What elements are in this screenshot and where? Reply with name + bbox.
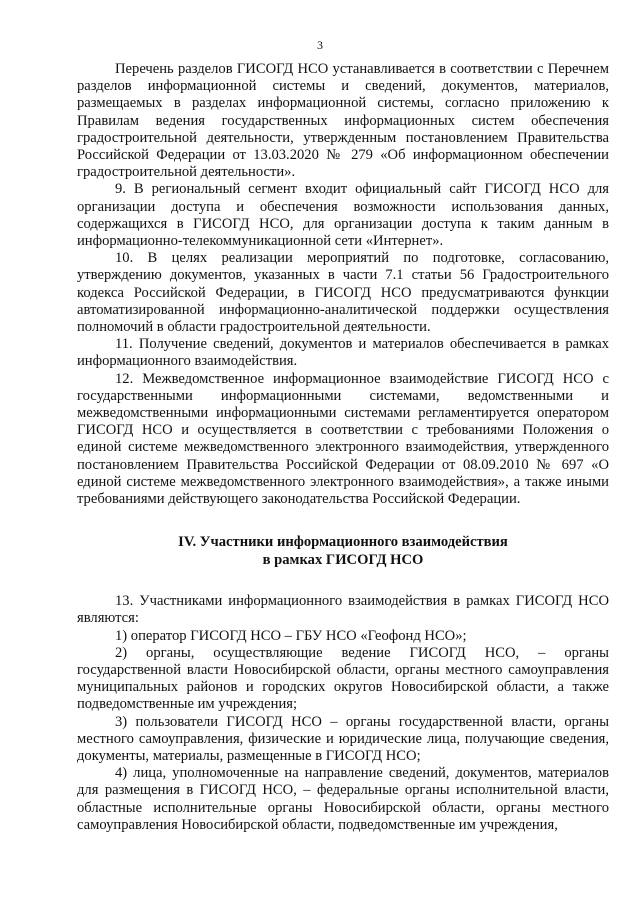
section-heading <box>77 534 609 569</box>
list-item-3: 3) пользователи ГИСОГД НСО – органы государственной власти, органы местного самоуправления, физические и юридические лица, получающие сведения, документы, материалы, размещенные в ГИСОГД НСО; <box>77 713 609 764</box>
paragraph-sections-list: Перечень разделов ГИСОГД НСО устанавливается в соответствии с Перечнем разделов информационной системы и сведений, документов, материалов, размещаемых в разделах информационной системы, согласно приложению к Правилам ведения государственных информационных систем обеспечения градостроительной деятельности, утвержденным постановлением Правительства Российской Федерации от 13.03.2020 № 279 «Об информационном обеспечении градостроительной деятельности». <box>77 61 609 181</box>
paragraph-item-9: 9. В региональный сегмент входит официальный сайт ГИСОГД НСО для организации доступа и обеспечения возможности использования данных, содержащихся в ГИСОГД НСО, для организации доступа к таким данным в информационно-телекоммуникационной сети «Интернет». <box>77 181 609 250</box>
paragraph-item-12: 12. Межведомственное информационное взаимодействие ГИСОГД НСО с государственными информационными системами, ведомственными и межведомственными информационными системами регламентируется оператором ГИСОГД НСО и осуществляется в соответствии с требованиями Положения о единой системе межведомственного электронного взаимодействия, утвержденного постановлением Правительства Российской Федерации от 08.09.2010 № 697 «О единой системе межведомственного электронного взаимодействия», а также иными требованиями действующего законодательства Российской Федерации. <box>77 370 609 508</box>
list-item-1: 1) оператор ГИСОГД НСО – ГБУ НСО «Геофонд НСО»; <box>115 627 467 644</box>
paragraph-item-11: 11. Получение сведений, документов и материалов обеспечивается в рамках информационного взаимодействия. <box>77 336 609 370</box>
section-heading-line-2: в рамках ГИСОГД НСО <box>262 551 424 568</box>
page-number: 3 <box>317 38 323 52</box>
list-item-4: 4) лица, уполномоченные на направление сведений, документов, материалов для размещения в ГИСОГД НСО, – федеральные органы исполнительной власти, областные исполнительные органы Новосибирской области, органы местного самоуправления Новосибирской области, подведомственные им учреждения, <box>77 765 609 833</box>
document-body <box>77 61 609 834</box>
list-item-2: 2) органы, осуществляющие ведение ГИСОГД НСО, – органы государственной власти Новосибирской области, органы местного самоуправления муниципальных районов и городских округов Новосибирской области, а также подведомственные им учреждения; <box>77 644 609 713</box>
section-heading-line-1: IV. Участники информационного взаимодействия <box>178 534 508 551</box>
paragraph-item-10: 10. В целях реализации мероприятий по подготовке, согласованию, утверждению документов, указанных в части 7.1 статьи 56 Градостроительного кодекса Российской Федерации, в ГИСОГД НСО предусматриваются функции автоматизированной информационно-аналитической поддержки осуществления полномочий в области градостроительной деятельности. <box>77 250 609 336</box>
paragraph-item-13: 13. Участниками информационного взаимодействия в рамках ГИСОГД НСО являются: <box>77 593 609 627</box>
